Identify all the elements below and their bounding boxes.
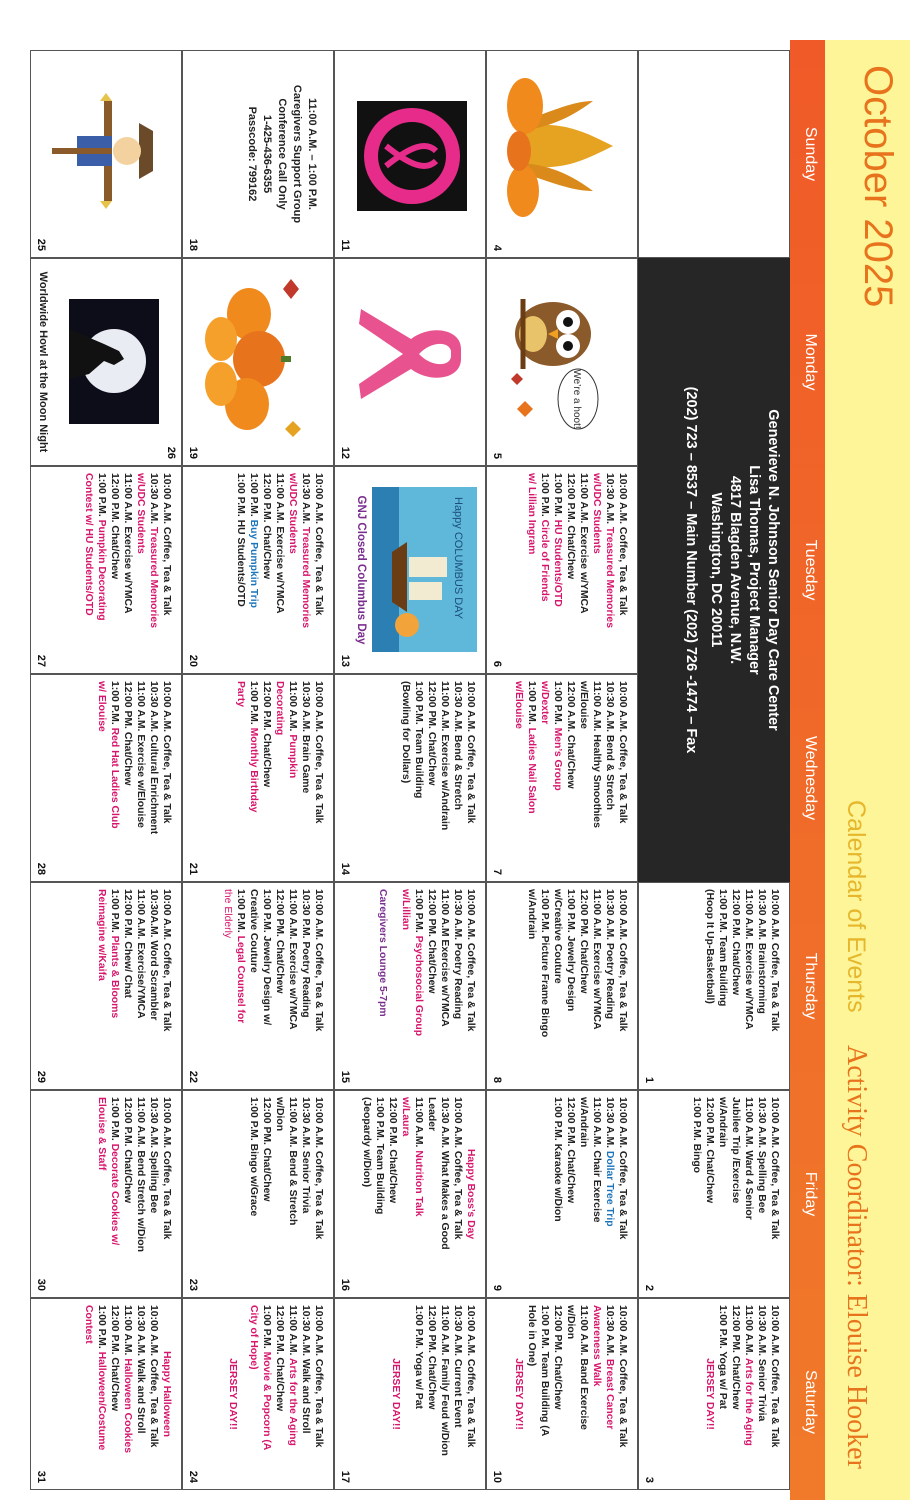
calendar-cell-oct-25: [30, 50, 182, 258]
center-phones: (202) 723 – 8537 – Main Number (202) 726 -1474 – Fax: [683, 386, 699, 754]
day-number: 19: [187, 446, 199, 459]
day-number: 26: [165, 446, 177, 459]
weekday-header: [790, 40, 825, 1500]
day-monday: Monday: [802, 333, 819, 391]
center-city: Washington, DC 20011: [708, 492, 724, 648]
calendar-cell-empty: [638, 50, 790, 258]
rotated-calendar: [35, 40, 910, 1500]
calendar-cell-oct-27: [30, 466, 182, 674]
calendar-cell-oct-4: [486, 50, 638, 258]
howling-wolf-moon-icon: [69, 299, 159, 424]
calendar-cell-oct-24: [182, 1298, 334, 1490]
events-oct-7: 10:00 A.M. Coffee, Tea & Talk 10:30 A.M. Bend & Stretch 11:00 A.M. Healthy Smoothies w/Elouise 12:00 A.M. Chat/Chew 1:00 P.M. Men’s Group w/Dexter 1:00 P.M. Ladies Nail Salon w/Elouise: [513, 681, 628, 828]
day-tuesday: Tuesday: [802, 539, 819, 601]
calendar-cell-oct-2: [638, 1090, 790, 1298]
day-number: 21: [187, 862, 199, 875]
day-number: 8: [491, 1076, 503, 1083]
day-thursday: Thursday: [802, 952, 819, 1020]
day-number: 13: [339, 654, 351, 667]
calendar-grid: [30, 50, 790, 1490]
events-oct-2: 10:00 A.M. Coffee, Tea & Talk 10:30 A.M. Spelling Bee 11:00 A.M. Ward 4 Senior Jubilee Trip /Exercise w/Andrain 12:00 P.M. Chat/Chew 1:00 P.M. Bingo: [691, 1097, 780, 1240]
events-oct-3: 10:00 A.M. Coffee, Tea & Talk 10:30 A.M. Senior Trivia 11:00 A.M. Arts for the Aging 12:00 PM. Chat/Chew 1:00 P.M. Yoga w/ Pat JERSEY DAY!!: [704, 1305, 780, 1448]
day-number: 28: [35, 862, 47, 875]
day-number: 20: [187, 654, 199, 667]
day-friday: Friday: [802, 1171, 819, 1217]
day-number: 7: [491, 868, 503, 875]
day-number: 10: [491, 1470, 503, 1483]
events-oct-14: 10:00 A.M. Coffee, Tea & Talk 10:30 A.M. Bend & Stretch 11:00 A.M. Exercise w/Andrain 12:00 PM. Chat/Chew 1:00 P.M. Team Building (Bowling for Dollars): [400, 681, 476, 831]
day-number: 11: [339, 239, 351, 251]
calendar-cell-oct-5: [486, 258, 638, 466]
breast-cancer-survivor-stamp-icon: [353, 71, 471, 231]
calendar-cell-oct-22: [182, 882, 334, 1090]
events-oct-15: 10:00 A.M. Coffee, Tea & Talk 10:30 A.M. Poetry Reading 11:00 A.M Exercise w/YMCA 12:00 PM. Chat/Chew 1:00 P.M. Psychosocial Group w/Lillian Caregivers Lounge 5-7pm: [377, 889, 476, 1037]
events-oct-17: 10:00 A.M. Coffee, Tea & Talk 10:30 A.M. Current Event 11:00 A.M. Family Feud w/Dion 12:00 PM. Chat/Chew 1:00 P.M. Yoga w/ Pat JERSEY DAY!!: [390, 1305, 476, 1456]
day-number: 18: [187, 238, 199, 251]
events-oct-27: 10:00 A.M. Coffee, Tea & Talk 10:30 A.M. Treasured Memories w/UDC Students 11:00 A.M. Exercise w/YMCA 12:00 P.M. Chat/Chew 1:00 P.M. Pumpkin Decorating Contest w/ HU Students/OTD: [83, 473, 172, 628]
closed-notice: GNJ Closed Columbus Day: [355, 495, 367, 645]
calendar-cell-oct-26: [30, 258, 182, 466]
events-oct-29: 10:00 A.M. Coffee, Tea & Talk 10:30A.M. Word Scrambler 11:00 A.M. Exercise/YMCA 12:00 P.M. Chew/ Chat 1:00 P.M. Plants & Blooms Reimagine w/Kaifa: [96, 889, 172, 1032]
events-oct-23: 10:00 A.M. Coffee, Tea & Talk 10:30 A.M. Senior Trivia 11:00 A.M. Bend & Stretch w/Dion 12:00 PM. Chat/Chew 1:00 P.M. Bingo w/Grace: [248, 1097, 324, 1240]
calendar-cell-oct-18: [182, 50, 334, 258]
day-number: 14: [339, 862, 351, 875]
title-banner: [825, 40, 910, 1500]
calendar-cell-oct-28: [30, 674, 182, 882]
calendar-cell-oct-7: [486, 674, 638, 882]
calendar-cell-oct-14: [334, 674, 486, 882]
day-saturday: Saturday: [802, 1369, 819, 1435]
columbus-day-ship-icon: [372, 487, 477, 652]
day-number: 9: [491, 1284, 503, 1291]
pink-ribbon-icon: [353, 279, 471, 439]
svg-text:We’re a hoot!: We’re a hoot!: [571, 369, 582, 429]
day-number: 30: [35, 1278, 47, 1291]
day-number: 25: [35, 238, 47, 251]
events-oct-31: Happy Halloween 10:00 A.M. Coffee, Tea & Talk 10:30 A.M. Walk and Stroll 11:00 A.M. Halloween Cookies 12:00 P.M. Chat/Chew 1:00 P.M. Halloween/Costume Contest: [83, 1305, 172, 1454]
calendar-cell-oct-11: [334, 50, 486, 258]
events-oct-8: 10:00 A.M. Coffee, Tea & Talk 10:30 A.M. Poetry Reading 11:00 A.M. Exercise w/YMCA 12:00 PM. Chat/Chew 1:00 P.M. Jewelry Design w/Creative Couture 1:00 P.M. Picture Frame Bingo w/Andrain: [526, 889, 628, 1038]
day-number: 2: [643, 1284, 655, 1291]
events-oct-1: 10:00 A.M. Coffee, Tea & Talk 10:30 A.M. Brainstorming 11:00 A.M. Exercise w/YMCA 12:00 P.M. Chat/Chew 1:00 P.M. Team Building (Hoop It Up-Basketball): [704, 889, 780, 1032]
center-name: Genevieve N. Johnson Senior Day Care Center: [765, 409, 781, 731]
events-oct-28: 10:00 A.M. Coffee, Tea & Talk 10:30 A.M. Cultural Enrichment 11:00 A.M. Exercise w/Elouise 12:00 PM. Chat/Chew 1:00 P.M. Red Hat Ladies Club w/ Elouise: [96, 681, 172, 835]
day-number: 15: [339, 1070, 351, 1083]
calendar-cell-oct-1: [638, 882, 790, 1090]
calendar-cell-oct-15: [334, 882, 486, 1090]
day-number: 27: [35, 654, 47, 667]
calendar-cell-oct-19: [182, 258, 334, 466]
calendar-cell-oct-8: [486, 882, 638, 1090]
pumpkins-leaves-icon: [201, 279, 319, 439]
calendar-cell-oct-16: [334, 1090, 486, 1298]
events-oct-20: 10:00 A.M. Coffee, Tea & Talk 10:30 A.M. Treasured Memories w/UDC Students 11:00 A.M. Exercise w/YMCA 12:00 P.M. Chat/Chew 1:00 P.M. Buy Pumpkin Trip 1:00 P.M. HU Students/OTD: [235, 473, 324, 628]
day-number: 4: [491, 244, 503, 251]
calendar-cell-oct-17: [334, 1298, 486, 1490]
calendar-cell-oct-13: [334, 466, 486, 674]
events-oct-9: 10:00 A.M. Coffee, Tea & Talk 10:30 A.M. Dollar Tree Trip 11:00 A.M. Chair Exercise w/Andrain 12:00 P.M. Chat/Chew 1:00 P.M. Karaoke w/Dion: [552, 1097, 628, 1240]
calendar-cell-oct-12: [334, 258, 486, 466]
howl-caption: Worldwide Howl at the Moon Night: [37, 271, 49, 453]
calendar-cell-oct-21: [182, 674, 334, 882]
events-oct-24: 10:00 A.M. Coffee, Tea & Talk 10:30 A.M. Walk and Stroll 11:00 A.M. Arts for the Aging 12:00 P.M. Chat/Chew 1:00 P.M. Movie & Popcorn (A City of Hope) JERSEY DAY!!: [227, 1305, 324, 1451]
day-number: 23: [187, 1278, 199, 1291]
day-number: 31: [35, 1470, 47, 1483]
center-street: 4817 Blagden Avenue, N.W.: [727, 475, 743, 665]
day-number: 22: [187, 1070, 199, 1083]
calendar-cell-oct-10: [486, 1298, 638, 1490]
calendar-cell-oct-23: [182, 1090, 334, 1298]
events-oct-30: 10:00 A.M. Coffee, Tea & Talk 10:30 A.M. Spelling Bee 11:00 A.M. Bend Stretch w/Dion 12:00 P.M. Chat/Chew 1:00 P.M. Decorate Cookies w/ Elouise & Staff: [96, 1097, 172, 1252]
calendar-cell-oct-6: [486, 466, 638, 674]
pumpkin-icon: [505, 71, 623, 231]
calendar-cell-oct-3: [638, 1298, 790, 1490]
day-number: 17: [339, 1470, 351, 1483]
day-number: 6: [491, 660, 503, 667]
calendar-cell-oct-30: [30, 1090, 182, 1298]
center-manager: Lisa Thomas, Project Manager: [746, 465, 762, 675]
svg-text:Happy COLUMBUS DAY: Happy COLUMBUS DAY: [452, 497, 464, 620]
day-number: 5: [491, 452, 503, 459]
scarecrow-icon: [49, 71, 167, 231]
calendar-title: Calendar of Events: [842, 800, 870, 1013]
events-oct-18: 11:00 A.M. – 1:00 P.M. Caregivers Support Group Conference Call Only 1-425-436-6355 Passcode: 799162: [246, 84, 318, 224]
day-number: 24: [187, 1470, 199, 1483]
events-oct-22: 10:00 A.M. Coffee, Tea & Talk 10:30 P.M. Poetry Reading 11:00 A.M. Exercise w/YMCA 12:00 PM. Chat/Chew 1:00 P.M. Jewelry Design w/ Creative Couture 1:00 P.M. Legal Counsel for the Elderly: [222, 889, 324, 1032]
coordinator-title: Activity Coordinator: Elouise Hooker: [841, 1045, 872, 1469]
calendar-cell-oct-31: [30, 1298, 182, 1490]
calendar-cell-oct-9: [486, 1090, 638, 1298]
day-sunday: Sunday: [802, 126, 819, 182]
calendar-cell-oct-29: [30, 882, 182, 1090]
events-oct-10: 10:00 A.M. Coffee, Tea & Talk 10:30 A.M. Breast Cancer Awareness Walk 11:00 A.M. Band Exercise w/Dion 12:00 PM. Chat/Chew 1:00 P.M. Team Building (A Hole in One) JERSEY DAY!!: [513, 1305, 628, 1448]
day-number: 29: [35, 1070, 47, 1083]
center-info-box: [638, 258, 790, 882]
day-wednesday: Wednesday: [802, 735, 819, 821]
events-oct-21: 10:00 A.M. Coffee, Tea & Talk 10:30 A.M. Brain Game 11:00 A.M. Pumpkin Decorating 12:00 P.M. Chat/Chew 1:00 P.M. Monthly Birthday Party: [235, 681, 324, 824]
day-number: 3: [643, 1476, 655, 1483]
day-number: 1: [643, 1076, 655, 1083]
calendar-cell-oct-20: [182, 466, 334, 674]
day-number: 16: [339, 1278, 351, 1291]
day-number: 12: [339, 446, 351, 459]
owl-icon: [505, 279, 623, 439]
events-oct-16: Happy Boss’s Day 10:00 A.M. Coffee, Tea & Talk 10:30 A.M. What Makes a Good Leader 11:00 A.M. Nutrition Talk w/Laura 12:00 P.M. Chat/Chew 1:00 P.M. Team Building (Jeopardy w/Dion): [361, 1097, 476, 1250]
month-title: October 2025: [856, 65, 900, 308]
events-oct-6: 10:00 A.M. Coffee, Tea & Talk 10:30 A.M. Treasured Memories w/UDC Students 11:00 A.M. Exercise w/YMCA 12:00 P.M. Chat/Chew 1:00 P.M. HU Students/OTD 1:00 P.M. Circle of Friends w/ Lillian Ingram: [526, 473, 628, 628]
